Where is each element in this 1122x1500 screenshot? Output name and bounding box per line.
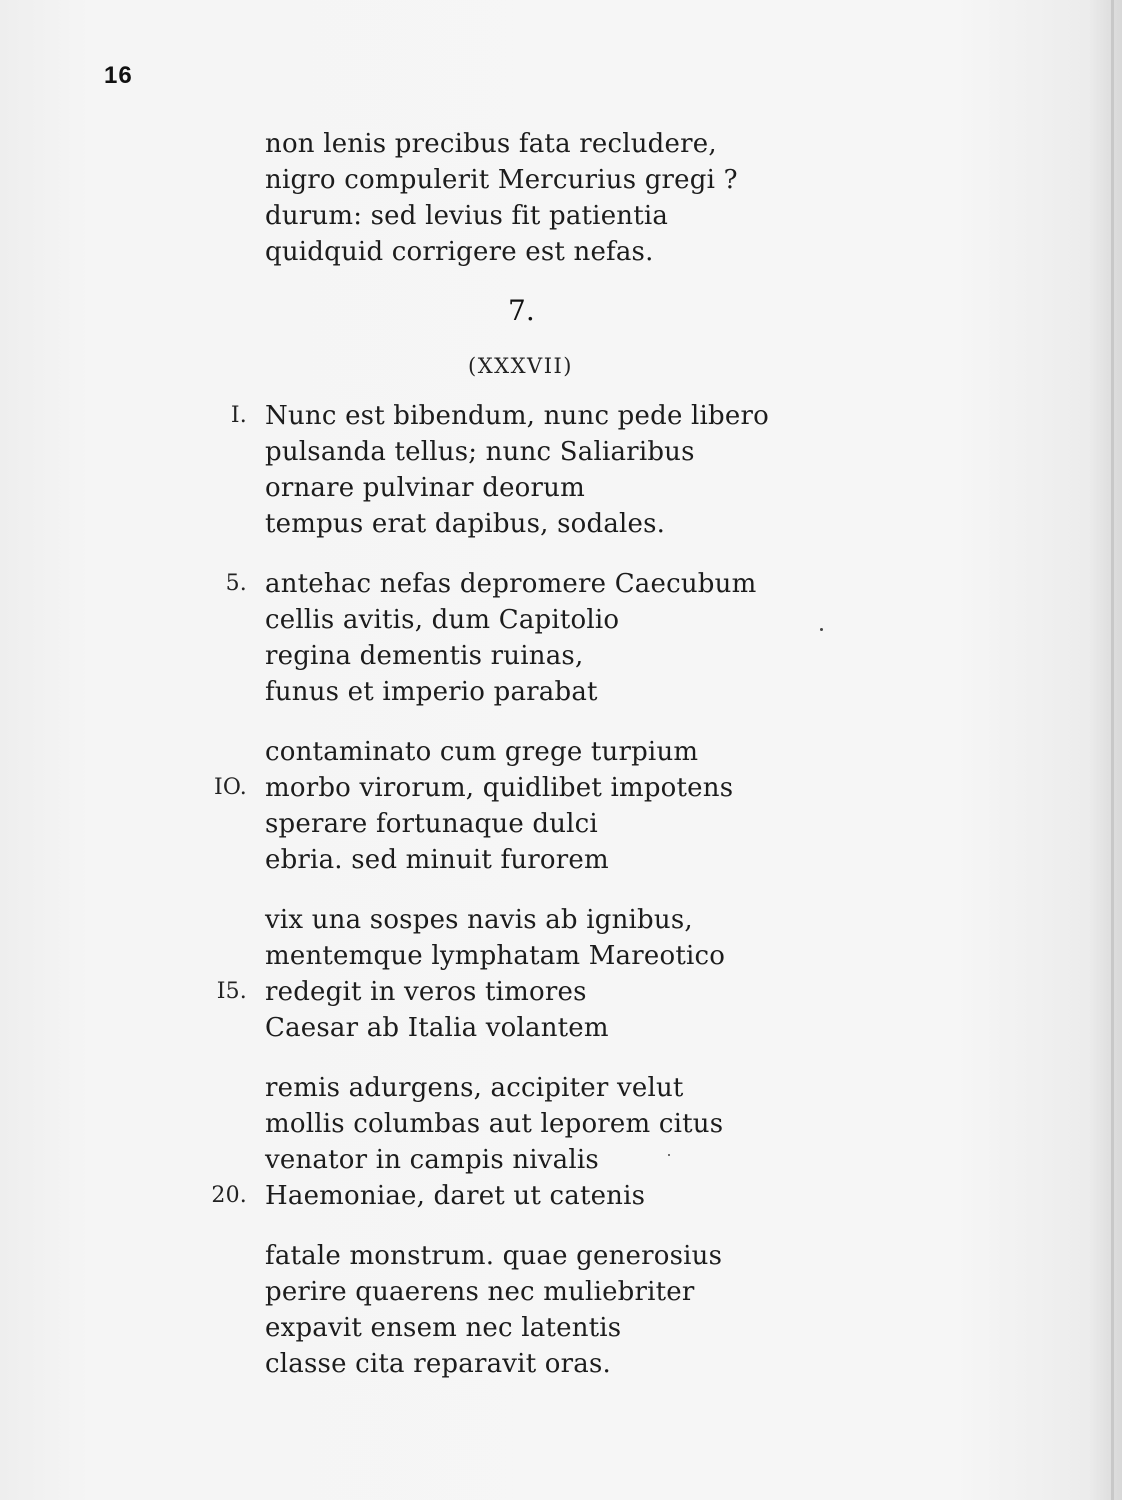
verse-line bbox=[230, 398, 865, 434]
print-speck bbox=[668, 1154, 670, 1156]
verse-line bbox=[265, 902, 865, 938]
verse-line bbox=[265, 1070, 865, 1106]
verse-text: remis adurgens, accipiter velut bbox=[265, 1073, 684, 1103]
verse-text: sperare fortunaque dulci bbox=[265, 809, 598, 839]
verse-line bbox=[265, 674, 865, 710]
verse-text: tempus erat dapibus, sodales. bbox=[265, 509, 666, 539]
verse-line bbox=[265, 1310, 865, 1346]
verse-line bbox=[265, 434, 865, 470]
verse-text: expavit ensem nec latentis bbox=[265, 1313, 622, 1343]
verse-text: antehac nefas depromere Caecubum bbox=[265, 569, 757, 599]
verse-line bbox=[225, 566, 865, 602]
verse-line bbox=[265, 602, 865, 638]
verse-text: morbo virorum, quidlibet impotens bbox=[265, 773, 734, 803]
stanza-6 bbox=[265, 1238, 865, 1382]
verse-text: funus et imperio parabat bbox=[265, 677, 598, 707]
verse-line bbox=[265, 638, 865, 674]
verse-line bbox=[265, 1010, 865, 1046]
page-edge bbox=[1111, 0, 1114, 1500]
verse-text: pulsanda tellus; nunc Saliaribus bbox=[265, 437, 695, 467]
verse-line bbox=[265, 1106, 865, 1142]
verse-text: Nunc est bibendum, nunc pede libero bbox=[265, 401, 769, 431]
verse-line bbox=[265, 806, 865, 842]
verse-line bbox=[265, 1238, 865, 1274]
verse-text: Haemoniae, daret ut catenis bbox=[265, 1181, 646, 1211]
poem-number: 7. bbox=[508, 294, 535, 327]
verse-line bbox=[265, 842, 865, 878]
verse-text: Caesar ab Italia volantem bbox=[265, 1013, 609, 1043]
line-number: I5. bbox=[216, 979, 247, 1004]
verse-text: perire quaerens nec muliebriter bbox=[265, 1277, 695, 1307]
verse-text: venator in campis nivalis bbox=[265, 1145, 599, 1175]
verse-line bbox=[265, 234, 865, 270]
verse-line bbox=[265, 734, 865, 770]
verse-text: ebria. sed minuit furorem bbox=[265, 845, 609, 875]
verse-text: quidquid corrigere est nefas. bbox=[265, 237, 654, 267]
verse-line bbox=[265, 1346, 865, 1382]
stanza-5 bbox=[211, 1070, 865, 1214]
stanza-3 bbox=[213, 734, 865, 878]
stanza-2 bbox=[225, 566, 865, 710]
verse-text: classe cita reparavit oras. bbox=[265, 1349, 612, 1379]
verse-line bbox=[265, 162, 865, 198]
page-number: 16 bbox=[104, 62, 133, 89]
verse-text: mentemque lymphatam Mareotico bbox=[265, 941, 726, 971]
verse-line bbox=[265, 198, 865, 234]
verse-text: ornare pulvinar deorum bbox=[265, 473, 585, 503]
verse-line bbox=[265, 126, 865, 162]
stanza-4 bbox=[216, 902, 865, 1046]
verse-text: cellis avitis, dum Capitolio bbox=[265, 605, 620, 635]
verse-line bbox=[265, 470, 865, 506]
continuation-stanza bbox=[265, 126, 865, 270]
verse-line bbox=[216, 974, 865, 1010]
verse-line bbox=[211, 1178, 865, 1214]
verse-line bbox=[265, 1274, 865, 1310]
verse-text: fatale monstrum. quae generosius bbox=[265, 1241, 723, 1271]
verse-text: durum: sed levius fit patientia bbox=[265, 201, 669, 231]
verse-text: mollis columbas aut leporem citus bbox=[265, 1109, 724, 1139]
line-number: I. bbox=[230, 403, 247, 428]
stanza-1 bbox=[230, 398, 865, 542]
verse-line bbox=[213, 770, 865, 806]
line-number: 20. bbox=[211, 1183, 247, 1208]
verse-line bbox=[265, 938, 865, 974]
poem-roman-numeral: (XXXVII) bbox=[468, 354, 573, 378]
verse-line bbox=[265, 506, 865, 542]
verse-text: contaminato cum grege turpium bbox=[265, 737, 699, 767]
verse-text: redegit in veros timores bbox=[265, 977, 587, 1007]
verse-line bbox=[265, 1142, 865, 1178]
print-speck bbox=[820, 628, 823, 631]
line-number: IO. bbox=[213, 775, 247, 800]
line-number: 5. bbox=[225, 571, 247, 596]
verse-text: regina dementis ruinas, bbox=[265, 641, 584, 671]
verse-text: nigro compulerit Mercurius gregi ? bbox=[265, 165, 738, 195]
verse-text: non lenis precibus fata recludere, bbox=[265, 129, 717, 159]
verse-text: vix una sospes navis ab ignibus, bbox=[265, 905, 693, 935]
